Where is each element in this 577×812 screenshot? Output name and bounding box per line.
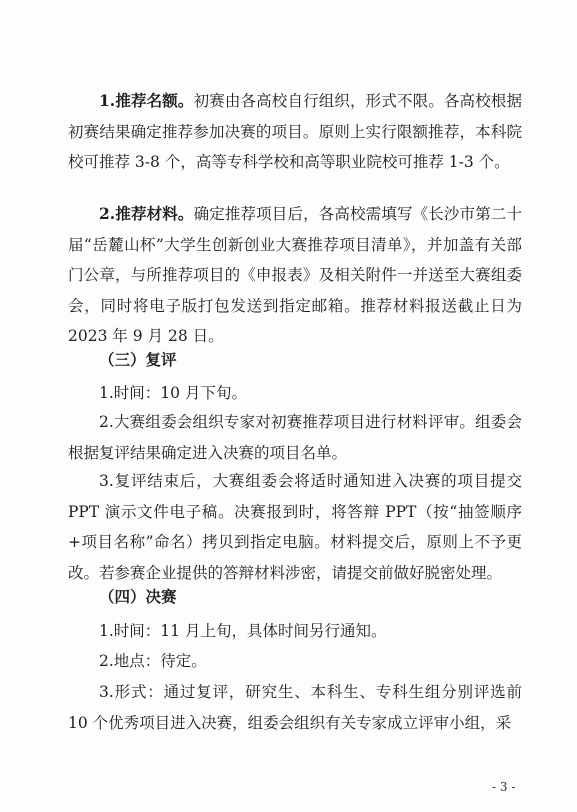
paragraph-final-location: 2.地点：待定。 bbox=[99, 652, 207, 670]
paragraph-final-time: 1.时间：11 月上旬，具体时间另行通知。 bbox=[99, 622, 387, 640]
page-number: - 3 - bbox=[492, 780, 516, 794]
paragraph-recommend-materials bbox=[68, 199, 522, 352]
paragraph-label: 1.推荐名额。 bbox=[99, 91, 194, 110]
paragraph-final-format: 3.形式：通过复评，研究生、本科生、专科生组分别评选前 10 个优秀项目进入决赛，组委会组织有关专家成立评审小组，采 bbox=[68, 683, 522, 732]
paragraph-review-ppt: 3.复评结束后，大赛组委会将适时通知进入决赛的项目提交 PPT 演示文件电子稿。决赛报到时，将答辩 PPT（按“抽签顺序+项目名称”命名）拷贝到指定电脑。材料提交后，原则上不予更改。若参赛企业提供的答辩材料涉密，请提交前做好脱密处理。 bbox=[68, 472, 522, 582]
paragraph-text: 初赛由各高校自行组织，形式不限。各高校根据初赛结果确定推荐参加决赛的项目。原则上实行限额推荐，本科院校可推荐 3-8 个，高等专科学校和高等职业院校可推荐 1-3 个。 bbox=[68, 92, 522, 171]
paragraph-text: 确定推荐项目后，各高校需填写《长沙市第二十届“岳麓山杯”大学生创新创业大赛推荐项目清单》，并加盖有关部门公章，与所推荐项目的《申报表》及相关附件一并送至大赛组委会，同时将电子版打包发送到指定邮箱。推荐材料报送截止日为 2023 年 9 月 28 日。 bbox=[68, 205, 522, 345]
section-heading-review: （三）复评 bbox=[99, 350, 177, 369]
paragraph-review-time: 1.时间：10 月下旬。 bbox=[99, 384, 247, 402]
paragraph-label: 2.推荐材料。 bbox=[99, 204, 194, 223]
section-heading-final: （四）决赛 bbox=[99, 587, 177, 606]
paragraph-recommend-quota bbox=[68, 86, 522, 178]
paragraph-review-experts: 2.大赛组委会组织专家对初赛推荐项目进行材料评审。组委会根据复评结果确定进入决赛的项目名单。 bbox=[68, 413, 522, 462]
